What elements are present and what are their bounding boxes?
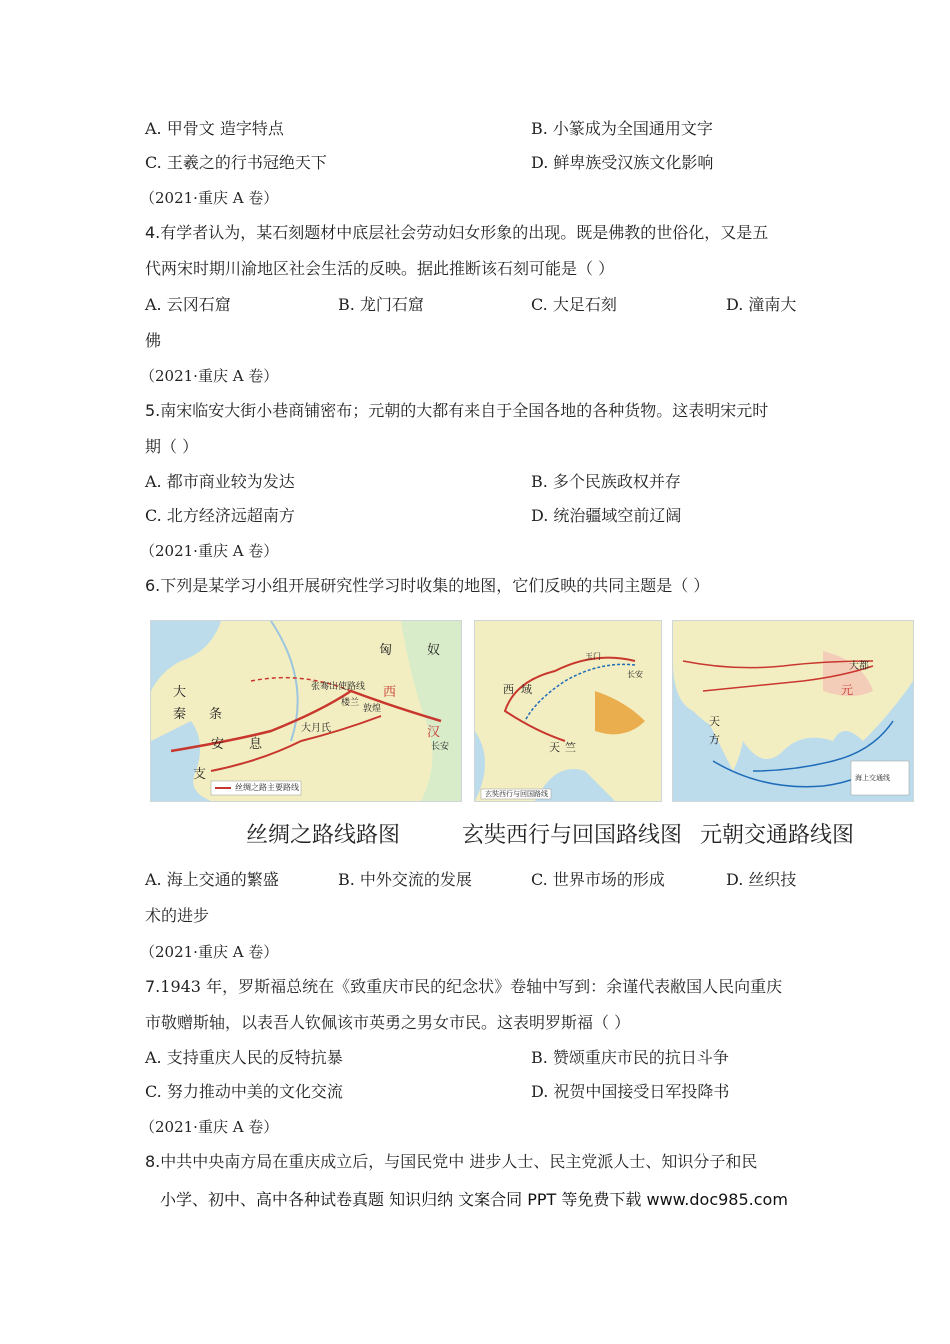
label-yumen: 玉门 (585, 652, 601, 661)
q7-option-a: A. 支持重庆人民的反特抗暴 (145, 1048, 343, 1067)
q3-option-b: B. 小篆成为全国通用文字 (531, 119, 713, 138)
label-dunhuang: 敦煌 (363, 704, 382, 714)
q5-option-d: D. 统治疆域空前辽阔 (531, 506, 682, 525)
label-xi-han-1: 西 (383, 685, 397, 700)
silk-road-map (150, 620, 462, 802)
page-footer: 小学、初中、高中各种试卷真题 知识归纳 文案合同 PPT 等免费下载 www.doc985.com (160, 1190, 788, 1209)
label-zhangqian: 张骞出使路线 (311, 682, 366, 692)
label-loulan: 楼兰 (341, 698, 360, 708)
q4-option-a: A. 云冈石窟 (145, 295, 231, 314)
q5-option-c: C. 北方经济远超南方 (145, 506, 295, 525)
q4-stem-line2: 代两宋时期川渝地区社会生活的反映。据此推断该石刻可能是（ ） (145, 259, 615, 278)
label-tianfang-2: 方 (709, 733, 720, 746)
q6-stem: 6.下列是某学习小组开展研究性学习时收集的地图，它们反映的共同主题是（ ） (145, 576, 710, 595)
label-xi: 息 (249, 737, 263, 752)
q6-option-d: D. 丝织技 (726, 870, 797, 889)
label-da: 大 (173, 685, 187, 700)
q3-option-a: A. 甲骨文 造字特点 (145, 119, 284, 138)
label-xiong: 匈 (379, 643, 393, 658)
q4-stem-line1: 4.有学者认为，某石刻题材中底层社会劳动妇女形象的出现。既是佛教的世俗化，又是五 (145, 223, 769, 242)
label-qin: 秦 (173, 707, 187, 722)
q4-option-d-continued: 佛 (145, 331, 162, 350)
label-tianfang-1: 天 (709, 715, 720, 728)
q6-option-c: C. 世界市场的形成 (531, 870, 665, 889)
q7-stem-line1: 7.1943 年，罗斯福总统在《致重庆市民的纪念状》卷轴中写到：余谨代表敝国人民向重庆 (145, 977, 783, 996)
map-caption-silk-road: 丝绸之路线路图 (246, 823, 401, 848)
q4-option-d: D. 潼南大 (726, 295, 797, 314)
q4-option-c: C. 大足石刻 (531, 295, 617, 314)
q5-stem-line2: 期（ ） (145, 437, 199, 456)
q4-source: （2021·重庆 A 卷） (140, 189, 279, 207)
label-tiao: 条 (209, 707, 223, 722)
label-an: 安 (211, 737, 225, 752)
yuan-legend: 海上交通线 (855, 774, 890, 782)
q6-source: （2021·重庆 A 卷） (140, 542, 279, 560)
xuanzang-legend: 玄奘西行与回国路线 (485, 790, 548, 798)
q3-option-c: C. 王羲之的行书冠绝天下 (145, 153, 327, 172)
label-dayuezhi: 大月氏 (301, 723, 331, 734)
q7-option-c: C. 努力推动中美的文化交流 (145, 1082, 343, 1101)
q8-number: 8. (145, 1152, 161, 1171)
q7-stem-line2: 市敬赠斯轴，以表吾人钦佩该市英勇之男女市民。这表明罗斯福（ ） (145, 1013, 631, 1032)
q5-stem-line1: 5.南宋临安大街小巷商铺密布；元朝的大都有来自于全国各地的各种货物。这表明宋元时 (145, 401, 769, 420)
xuanzang-route-map-graphic (475, 621, 661, 801)
q5-option-b: B. 多个民族政权并存 (531, 472, 681, 491)
q8-source: （2021·重庆 A 卷） (140, 1118, 279, 1136)
label-xiyu-1: 西 (503, 683, 514, 696)
q4-number: 4. (145, 223, 161, 242)
label-tianzhu-2: 竺 (565, 741, 576, 754)
q6-number: 6. (145, 576, 161, 595)
label-zhi: 支 (193, 767, 207, 782)
label-tianzhu-1: 天 (549, 741, 560, 754)
q4-option-b: B. 龙门石窟 (338, 295, 424, 314)
label-yuan: 元 (841, 683, 854, 697)
q6-option-b: B. 中外交流的发展 (338, 870, 472, 889)
q7-option-b: B. 赞颂重庆市民的抗日斗争 (531, 1048, 729, 1067)
xuanzang-route-map (474, 620, 662, 802)
q6-option-d-continued: 术的进步 (145, 906, 210, 925)
label-dadu: 大都 (849, 661, 869, 672)
silk-road-legend: 丝绸之路主要路线 (235, 783, 299, 792)
q3-option-d: D. 鲜卑族受汉族文化影响 (531, 153, 714, 172)
q7-option-d: D. 祝贺中国接受日军投降书 (531, 1082, 730, 1101)
q7-source: （2021·重庆 A 卷） (140, 943, 279, 961)
label-xiyu-2: 域 (521, 683, 532, 696)
label-changan: 长安 (431, 742, 450, 752)
label-nu: 奴 (427, 643, 441, 658)
map-caption-yuan: 元朝交通路线图 (700, 823, 855, 848)
q8-stem-line1: 8.中共中央南方局在重庆成立后，与国民党中 进步人士、民主党派人士、知识分子和民 (145, 1152, 758, 1171)
label-xi-han-2: 汉 (427, 725, 441, 740)
q6-option-a: A. 海上交通的繁盛 (145, 870, 279, 889)
label-changan-2: 长安 (627, 670, 643, 679)
q5-source: （2021·重庆 A 卷） (140, 367, 279, 385)
q5-option-a: A. 都市商业较为发达 (145, 472, 295, 491)
yuan-transport-map (672, 620, 914, 802)
q7-number: 7. (145, 977, 161, 996)
q5-number: 5. (145, 401, 161, 420)
map-caption-xuanzang: 玄奘西行与回国路线图 (462, 823, 683, 848)
